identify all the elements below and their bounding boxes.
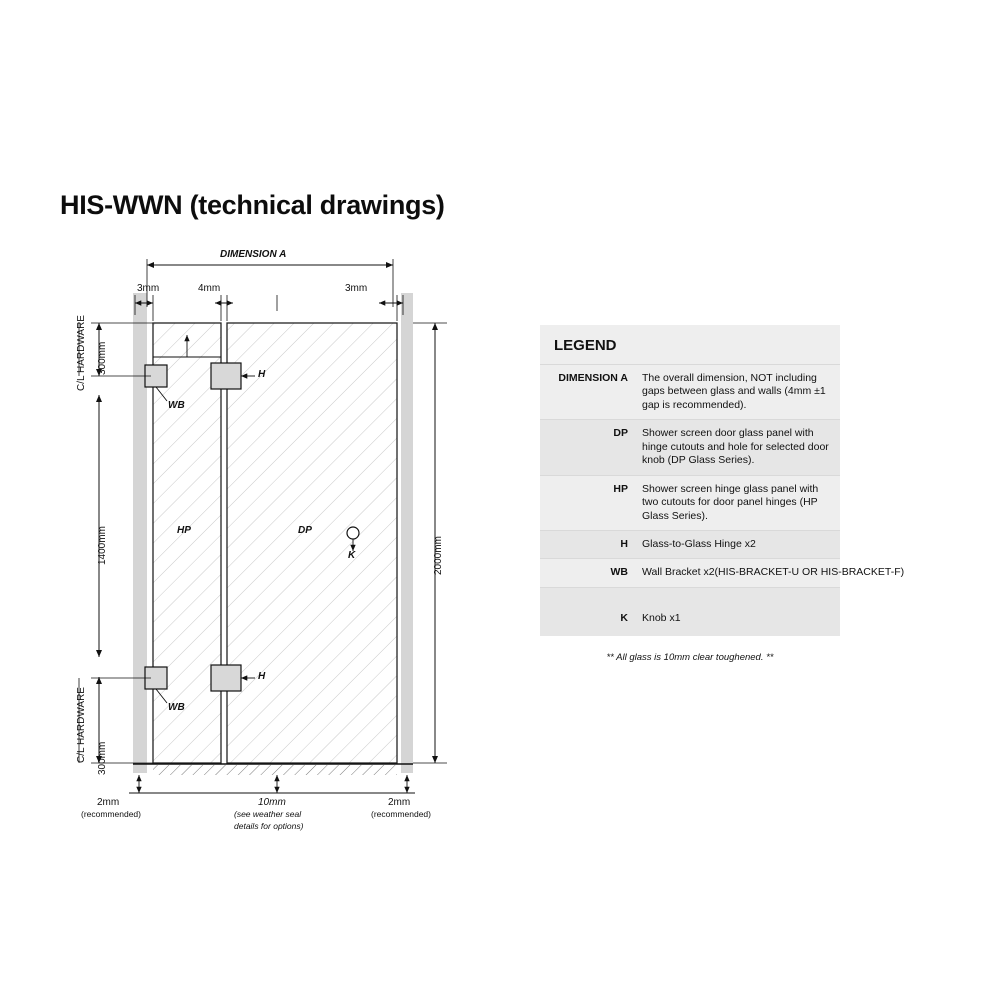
wall-bracket-bottom-label: WB [168, 702, 185, 713]
height-middle-label: 1400mm [97, 526, 108, 565]
height-overall-label: 2000mm [433, 536, 444, 575]
gap-mid-label: 4mm [198, 283, 221, 294]
panel-dp-label: DP [298, 525, 312, 536]
legend-row [540, 530, 840, 558]
legend-row [540, 587, 840, 636]
bottom-right-value: 2mm [388, 797, 411, 808]
legend-value: Glass-to-Glass Hinge x2 [642, 537, 756, 550]
legend-title: LEGEND [554, 337, 617, 354]
legend-key: HP [613, 482, 628, 495]
legend-value: Wall Bracket x2(HIS-BRACKET-U OR HIS-BRACKET-F) [642, 566, 905, 579]
hinge-bottom-label: H [258, 671, 266, 682]
legend-key: DIMENSION A [558, 372, 628, 384]
technical-drawing [55, 245, 475, 835]
legend-key: DP [613, 427, 628, 440]
legend-value: Knob x1 [642, 611, 681, 624]
bottom-left-note: (recommended) [81, 809, 141, 819]
bottom-mid-note-1: (see weather seal [234, 809, 302, 819]
legend-row [540, 364, 840, 419]
legend-key: H [620, 537, 628, 550]
gap-right-label: 3mm [345, 283, 368, 294]
hardware-top-value: 300mm [97, 341, 108, 375]
legend-row [540, 475, 840, 530]
legend-value: Shower screen hinge glass panel with two cutouts for door panel hinges (HP Glass Series). [642, 482, 819, 522]
hinge-bottom-shape [211, 665, 241, 691]
wall-right [401, 293, 413, 773]
hinge-top-label: H [258, 369, 266, 380]
drawing-svg [55, 245, 475, 835]
panel-hp-label: HP [177, 525, 191, 536]
hinge-top-shape [211, 363, 241, 389]
knob-label: K [348, 550, 356, 561]
legend-note: ** All glass is 10mm clear toughened. ** [540, 636, 840, 669]
legend-value: Shower screen door glass panel with hinge cutouts and hole for selected door knob (DP Glass Series). [642, 427, 829, 467]
legend-row [540, 419, 840, 474]
bottom-left-value: 2mm [97, 797, 120, 808]
bottom-mid-value: 10mm [258, 797, 286, 808]
glass-panel-dp [227, 323, 397, 763]
legend-row [540, 558, 905, 586]
bottom-right-note: (recommended) [371, 809, 431, 819]
bottom-mid-note-2: details for options) [234, 821, 304, 831]
dimension-a-label: DIMENSION A [220, 249, 287, 260]
legend-key: WB [610, 566, 628, 579]
page-title: HIS-WWN (technical drawings) [60, 190, 445, 220]
legend-panel [540, 325, 905, 669]
legend-value: The overall dimension, NOT including gaps between glass and walls (4mm ±1 gap is recommended). [642, 372, 826, 411]
hardware-top-label: C/L HARDWARE [76, 315, 87, 391]
legend-key: K [620, 611, 628, 624]
knob-shape [347, 527, 359, 539]
hardware-bottom-value: 300mm [97, 741, 108, 775]
wall-bracket-top-label: WB [168, 400, 185, 411]
gap-left-label: 3mm [137, 283, 160, 294]
hardware-bottom-label: C/L HARDWARE [76, 687, 87, 763]
